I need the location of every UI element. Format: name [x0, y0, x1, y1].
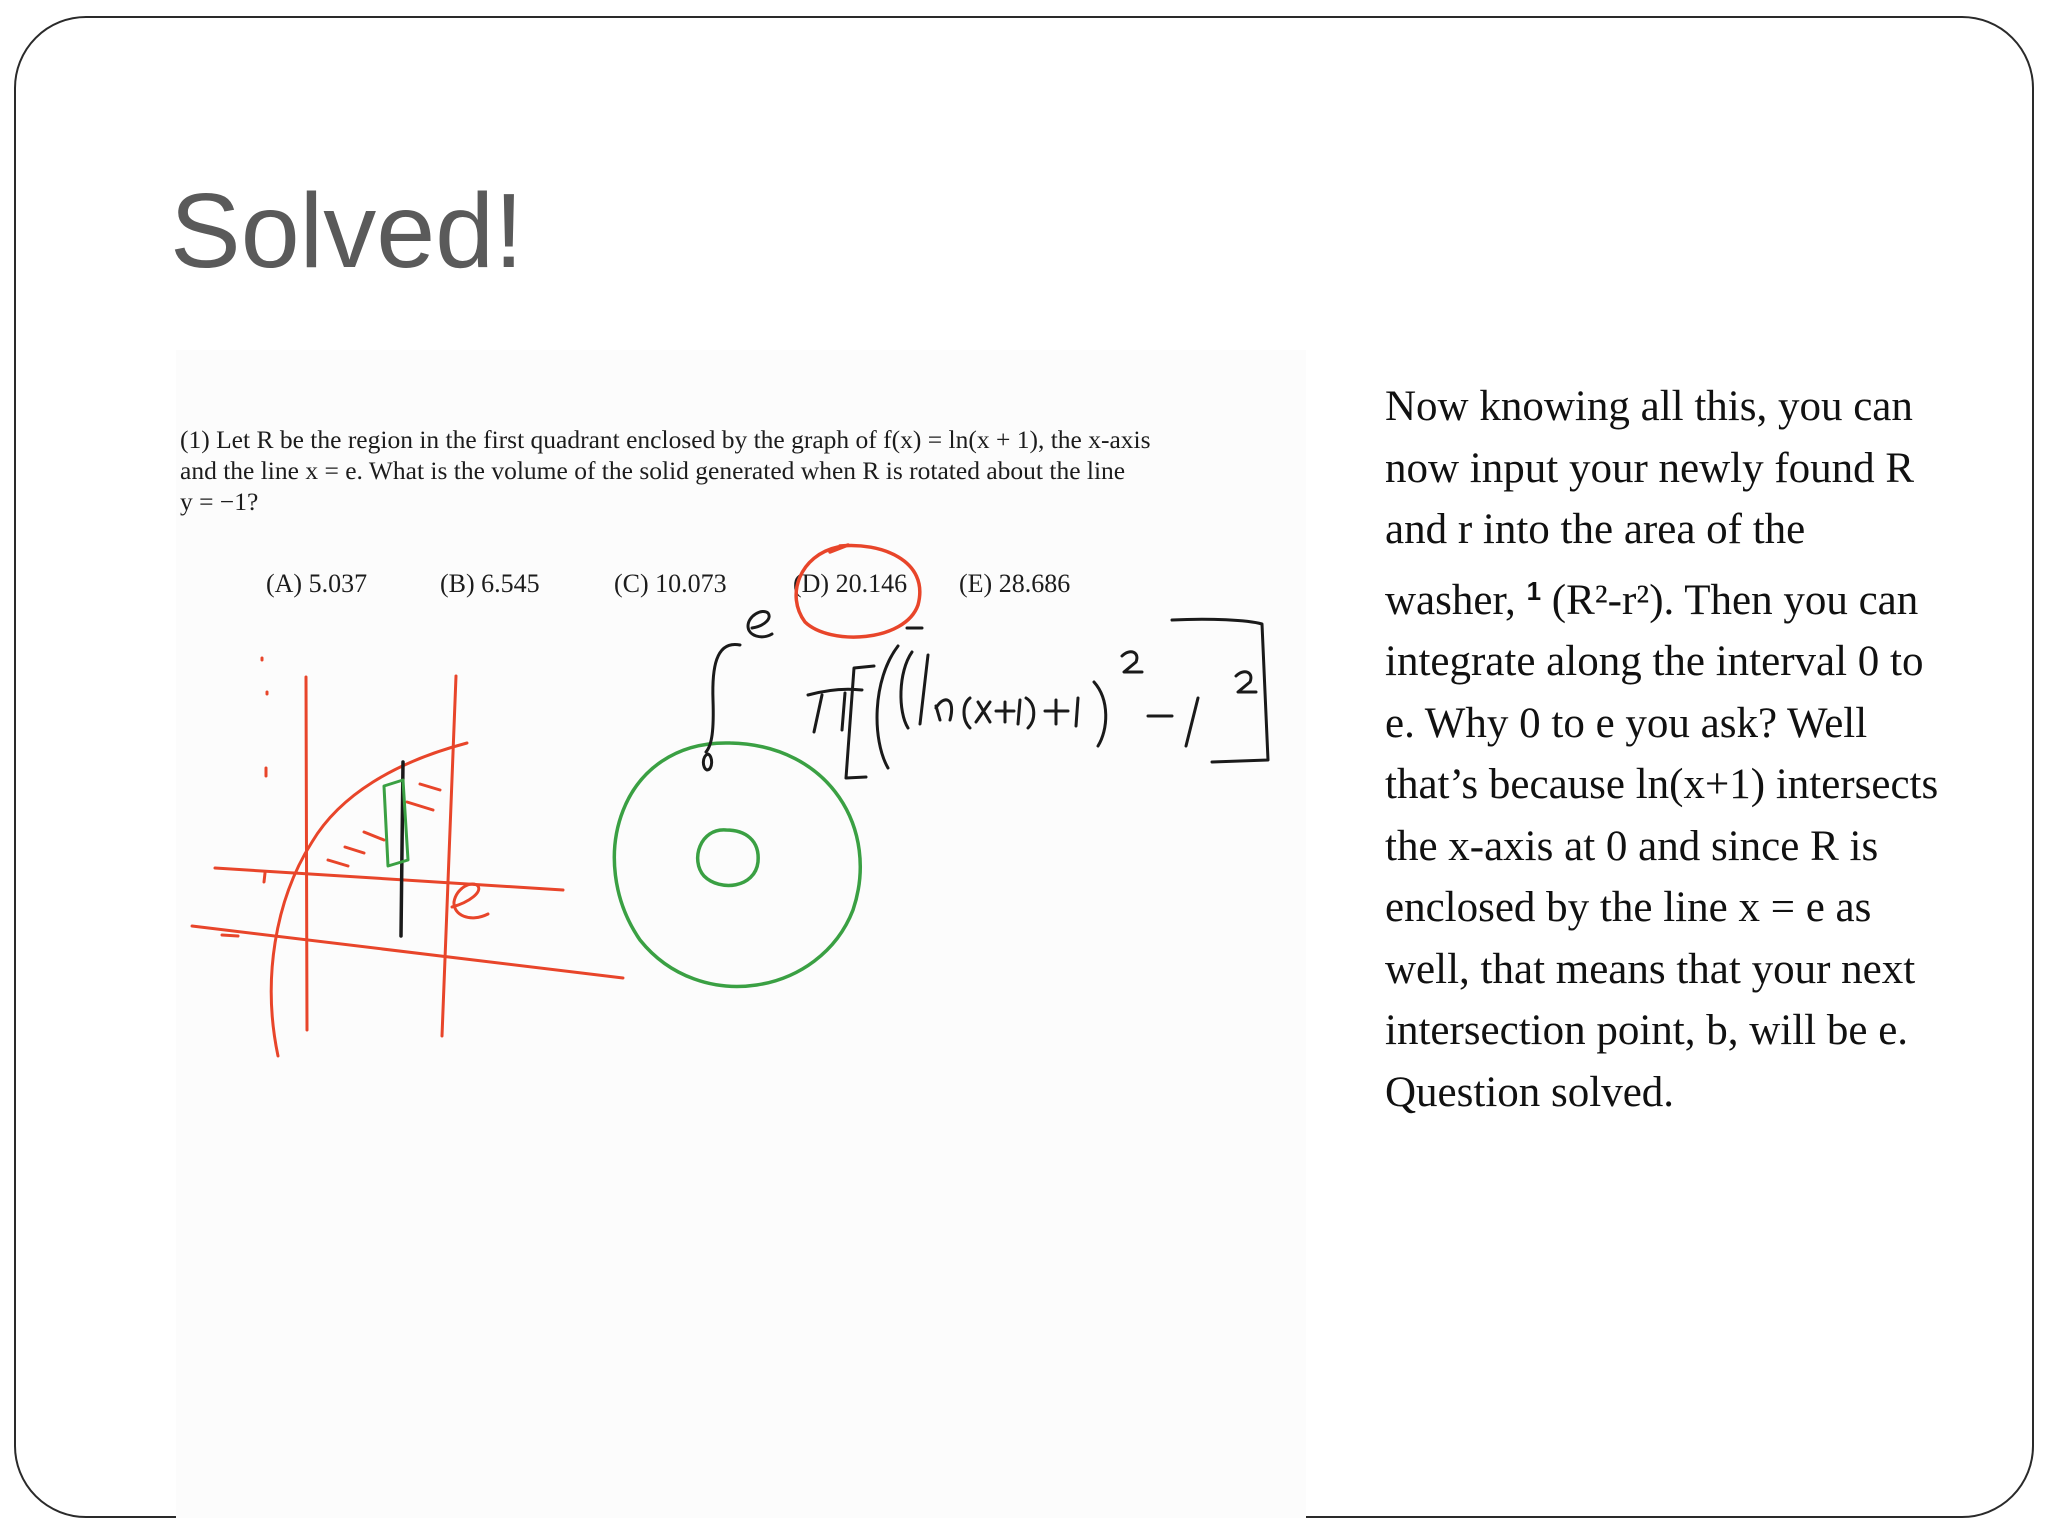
washer-sketch	[614, 743, 860, 987]
explanation-part-1: Now knowing all this, you can now input your newly found R and r into the area of the washer,	[1385, 383, 1915, 624]
slide-title: Solved!	[170, 172, 524, 290]
choice-a: (A) 5.037	[266, 569, 368, 598]
slice-rectangle	[384, 780, 408, 866]
integral-expression	[703, 611, 1268, 778]
lower-limit-0	[703, 754, 711, 770]
explanation-text	[1385, 376, 1945, 1123]
footnote-marker: 1	[1526, 575, 1542, 606]
choice-c: (C) 10.073	[614, 569, 727, 598]
choice-e: (E) 28.686	[959, 569, 1071, 598]
choice-d: (D) 20.146	[793, 569, 908, 598]
integral-sign	[706, 644, 740, 752]
problem-statement: (1) Let R be the region in the first quadrant enclosed by the graph of f(x) = ln(x + 1), the x-axis and the line x = e. What is the volume of the solid generated when R is rotated about the line y = −1?	[180, 425, 1151, 516]
explanation-part-2: (R²-r²). Then you can integrate along the interval 0 to e. Why 0 to e you ask? Well that’s because ln(x+1) intersects the x-axis at 0 and since R is enclosed by the line x = e as well, that means that your next intersection point, b, will be e. Question solved.	[1385, 576, 1939, 1116]
choice-b: (B) 6.545	[440, 569, 540, 598]
answer-circle	[796, 545, 920, 637]
upper-limit-e	[748, 611, 772, 636]
